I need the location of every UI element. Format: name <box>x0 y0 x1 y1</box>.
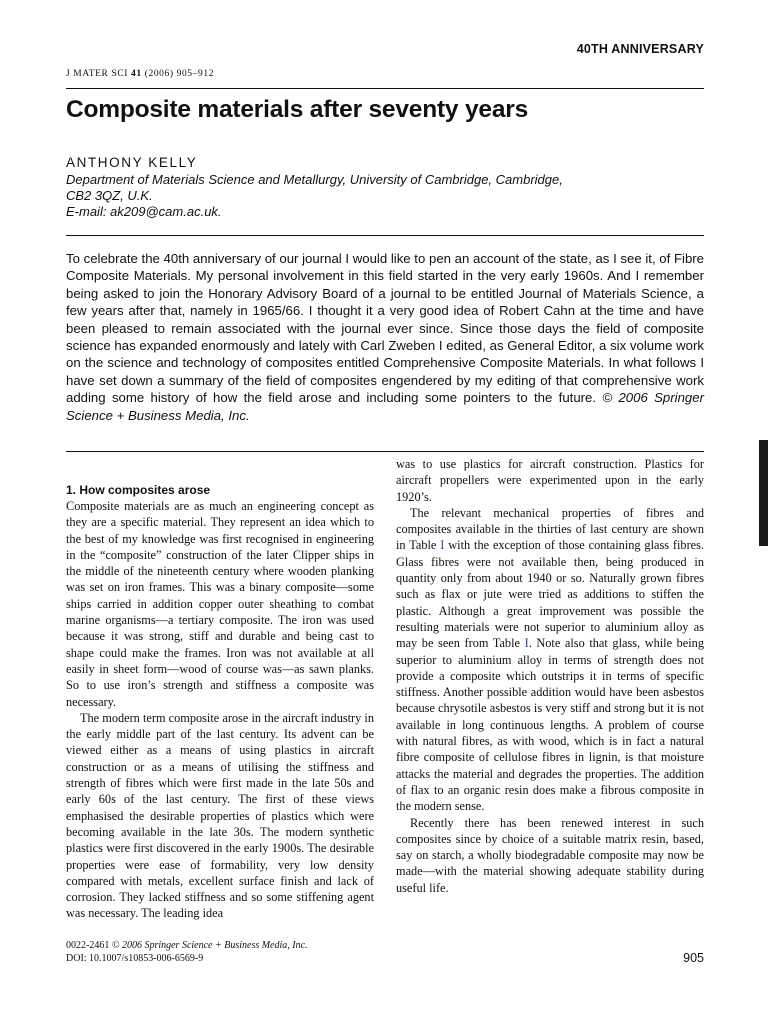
abstract-bottom-rule <box>66 451 704 452</box>
footer-issn: 0022-2461 <box>66 940 112 951</box>
abstract-top-rule <box>66 235 704 236</box>
page-edge-tab <box>759 440 768 546</box>
header-rule <box>66 88 704 89</box>
affiliation-line-2: CB2 3QZ, U.K. <box>66 188 153 203</box>
journal-name: J MATER SCI <box>66 69 129 79</box>
footer-citation <box>66 940 308 965</box>
table-link[interactable]: I <box>440 538 445 553</box>
body-text: . Note also that glass, while being superior to aluminium alloy in terms of strength does not provide a composite which outstrips it in terms of specific stiffness. Another possible addition would have been asbestos because chrysotile asbestos is very stiff and strong but it is not available in long continuous lengths. A problem of course with natural fibres, as with wood, which is in fact a natural fibre composite of cellulose fibres in lignin, is that moisture attacks the material and degrades the properties. The addition of flax to an organic resin does make a fibrous composite in the modern sense. <box>396 636 704 814</box>
abstract-text: To celebrate the 40th anniversary of our journal I would like to pen an account of the state, as I see it, of Fibre Composite Materials. My personal involvement in this field started in the very early 1960s. And I remember being asked to join the Honorary Advisory Board of a journal to be entitled Journal of Materials Science, a few years after that, namely in 1965/66. I thought it a very good idea of Robert Cahn at the time and have been pleased to remain associated with the journal ever since. Since those days the field of composite science has expanded enormously and lately with Carl Zweben I edited, as General Editor, a six volume work on the science and technology of composites entitled Comprehensive Composite Materials. In what follows I have set down a summary of the field of composites engendered by my editing of that comprehensive work adding some history of how the field arose and including some pointers to the future. <box>66 251 704 406</box>
body-paragraph: was to use plastics for aircraft construction. Plastics for aircraft propellers were experimented upon in the early 1920’s. <box>396 457 704 504</box>
journal-volume: 41 <box>131 69 142 79</box>
abstract-paragraph <box>66 250 704 424</box>
page-number: 905 <box>683 951 704 965</box>
affiliation-line-1: Department of Materials Science and Metallurgy, University of Cambridge, Cambridge, <box>66 172 563 187</box>
journal-year-pages: (2006) 905–912 <box>144 69 215 79</box>
body-column-right <box>396 456 704 896</box>
body-paragraph: Recently there has been renewed interest in such composites since by choice of a suitable matrix resin, based, say on starch, a wholly biodegradable composite may now be made—with the material showing adequate stability during useful life. <box>396 815 704 895</box>
body-text: The relevant mechanical properties of fibres and composites available in the thirties of last century are shown in Table <box>396 505 704 553</box>
table-link[interactable]: I <box>524 636 529 651</box>
body-paragraph: The modern term composite arose in the aircraft industry in the early middle part of the last century. Its advent can be viewed either as a means of using plastics in aircraft construction or as a means of utilising the stiffness and strength of fibres which were first made in the late 50s and early 60s of the last century. The first of these views emphasised the desirable properties of plastics which were becoming available in the late 30s. The modern synthetic plastics were first discovered in the early 1900s. The desirable properties were ease of formability, very low density compared with metals, excellent surface finish and lack of corrosion. They lacked stiffness and so some stiffening agent was necessary. The leading idea <box>66 710 374 921</box>
footer-issn-line <box>66 940 308 953</box>
body-paragraph: Composite materials are as much an engineering concept as they are a specific material. They represent an idea which to the best of my knowledge was first recognised in engineering in the “composite” construction of the later Clipper ships in the middle of the nineteenth century where wooden planking was set on iron frames. This was a binary composite—some ships carried in addition copper outer sheathing to combat marine organisms—a tertiary composite. The iron was used because it was strong, stiff and durable and being cast to shape could make the frames. Iron was not available at all easily in sheet form—wood of course was—as sawn planks. So to use iron’s strength and stiffness a composite was necessary. <box>66 499 374 709</box>
body-column-left <box>66 476 374 922</box>
author-email: E-mail: ak209@cam.ac.uk. <box>66 204 222 219</box>
author-affiliation <box>66 172 706 220</box>
body-paragraph <box>396 505 704 815</box>
journal-citation <box>66 69 214 79</box>
footer-copyright: © 2006 Springer Science + Business Media, Inc. <box>111 940 308 951</box>
author-name: ANTHONY KELLY <box>66 155 198 170</box>
footer-doi[interactable]: DOI: 10.1007/s10853-006-6569-9 <box>66 952 204 964</box>
article-title: Composite materials after seventy years <box>66 96 529 123</box>
section-banner: 40TH ANNIVERSARY <box>576 42 704 56</box>
abstract <box>66 250 704 424</box>
abstract-copyright: © 2006 Springer Science + Business Media, Inc. <box>66 390 704 423</box>
section-heading: 1. How composites arose <box>66 483 211 497</box>
body-text: with the exception of those containing glass fibres. Glass fibres were not available then, being produced in quantity only from about 1940 or so. Naturally grown fibres such as flax or jute were tried as additions to stiffen the plastic. Although a great improvement was possible the resulting materials were not superior to aluminium alloy as may be seen from Table <box>396 538 704 651</box>
